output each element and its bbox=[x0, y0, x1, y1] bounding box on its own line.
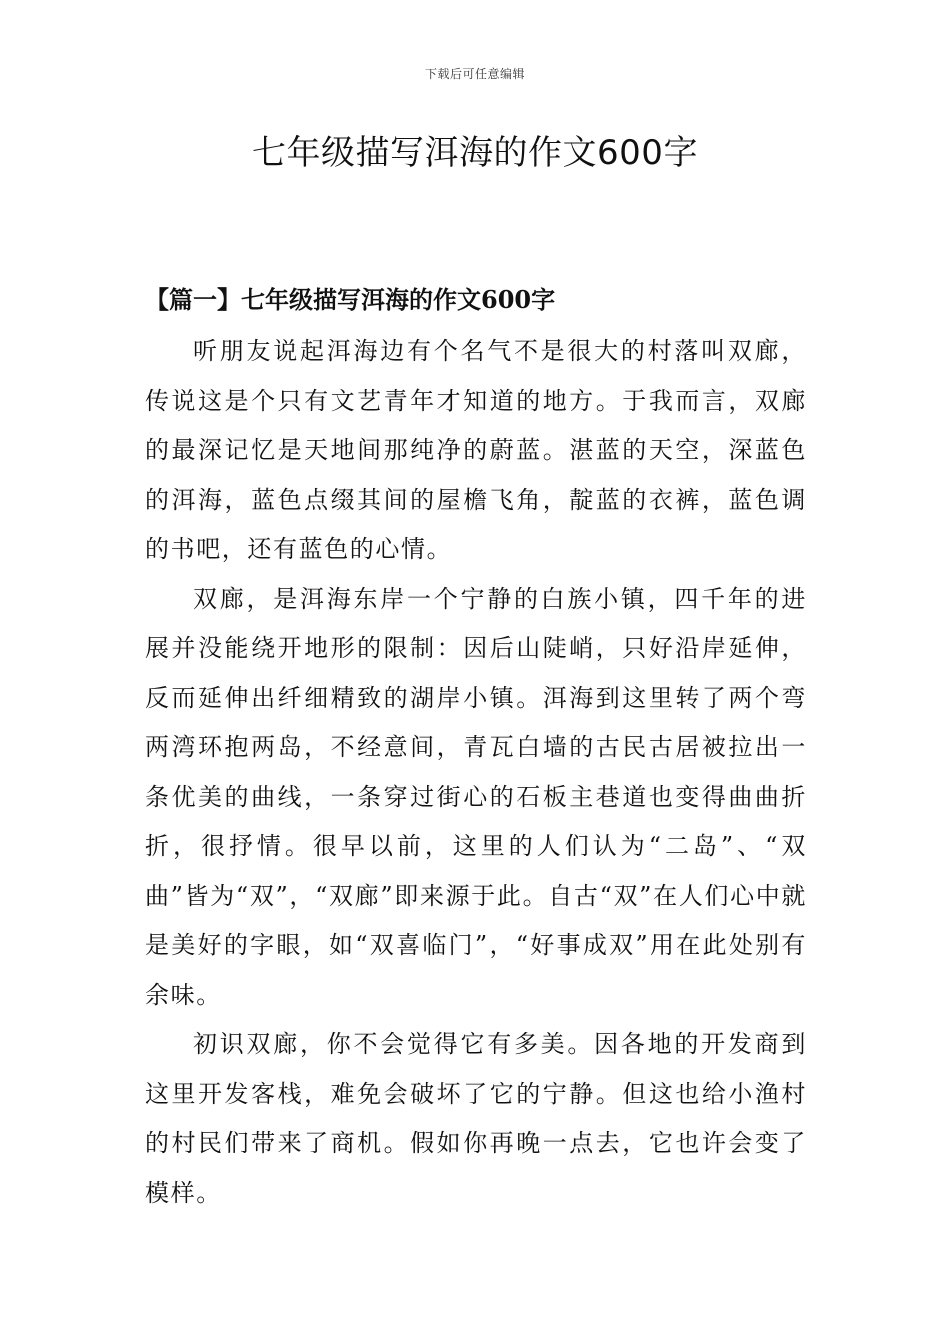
paragraph-2: 双廊，是洱海东岸一个宁静的白族小镇，四千年的进展并没能绕开地形的限制：因后山陡峭，只好沿岸延伸，反而延伸出纤细精致的湖岸小镇。洱海到这里转了两个弯两湾环抱两岛，不经意间，青瓦白墙的古民古居被拉出一条优美的曲线，一条穿过街心的石板主巷道也变得曲曲折折，很抒情。很早以前，这里的人们认为“二岛”、“双曲”皆为“双”，“双廊”即来源于此。自古“双”在人们心中就是美好的字眼，如“双喜临门”，“好事成双”用在此处别有余味。 bbox=[145, 584, 807, 1009]
section-heading: 【篇一】七年级描写洱海的作文600字 bbox=[145, 285, 556, 314]
header-note: 下载后可任意编辑 bbox=[424, 67, 525, 81]
essay-body bbox=[145, 327, 807, 1218]
paragraph-1: 听朋友说起洱海边有个名气不是很大的村落叫双廊，传说这是个只有文艺青年才知道的地方。于我而言，双廊的最深记忆是天地间那纯净的蔚蓝。湛蓝的天空，深蓝色的洱海，蓝色点缀其间的屋檐飞角，靛蓝的衣裤，蓝色调的书吧，还有蓝色的心情。 bbox=[145, 337, 807, 563]
paragraph-3: 初识双廊，你不会觉得它有多美。因各地的开发商到这里开发客栈，难免会破坏了它的宁静。但这也给小渔村的村民们带来了商机。假如你再晚一点去，它也许会变了模样。 bbox=[145, 1030, 807, 1207]
document-title: 七年级描写洱海的作文600字 bbox=[252, 133, 698, 173]
